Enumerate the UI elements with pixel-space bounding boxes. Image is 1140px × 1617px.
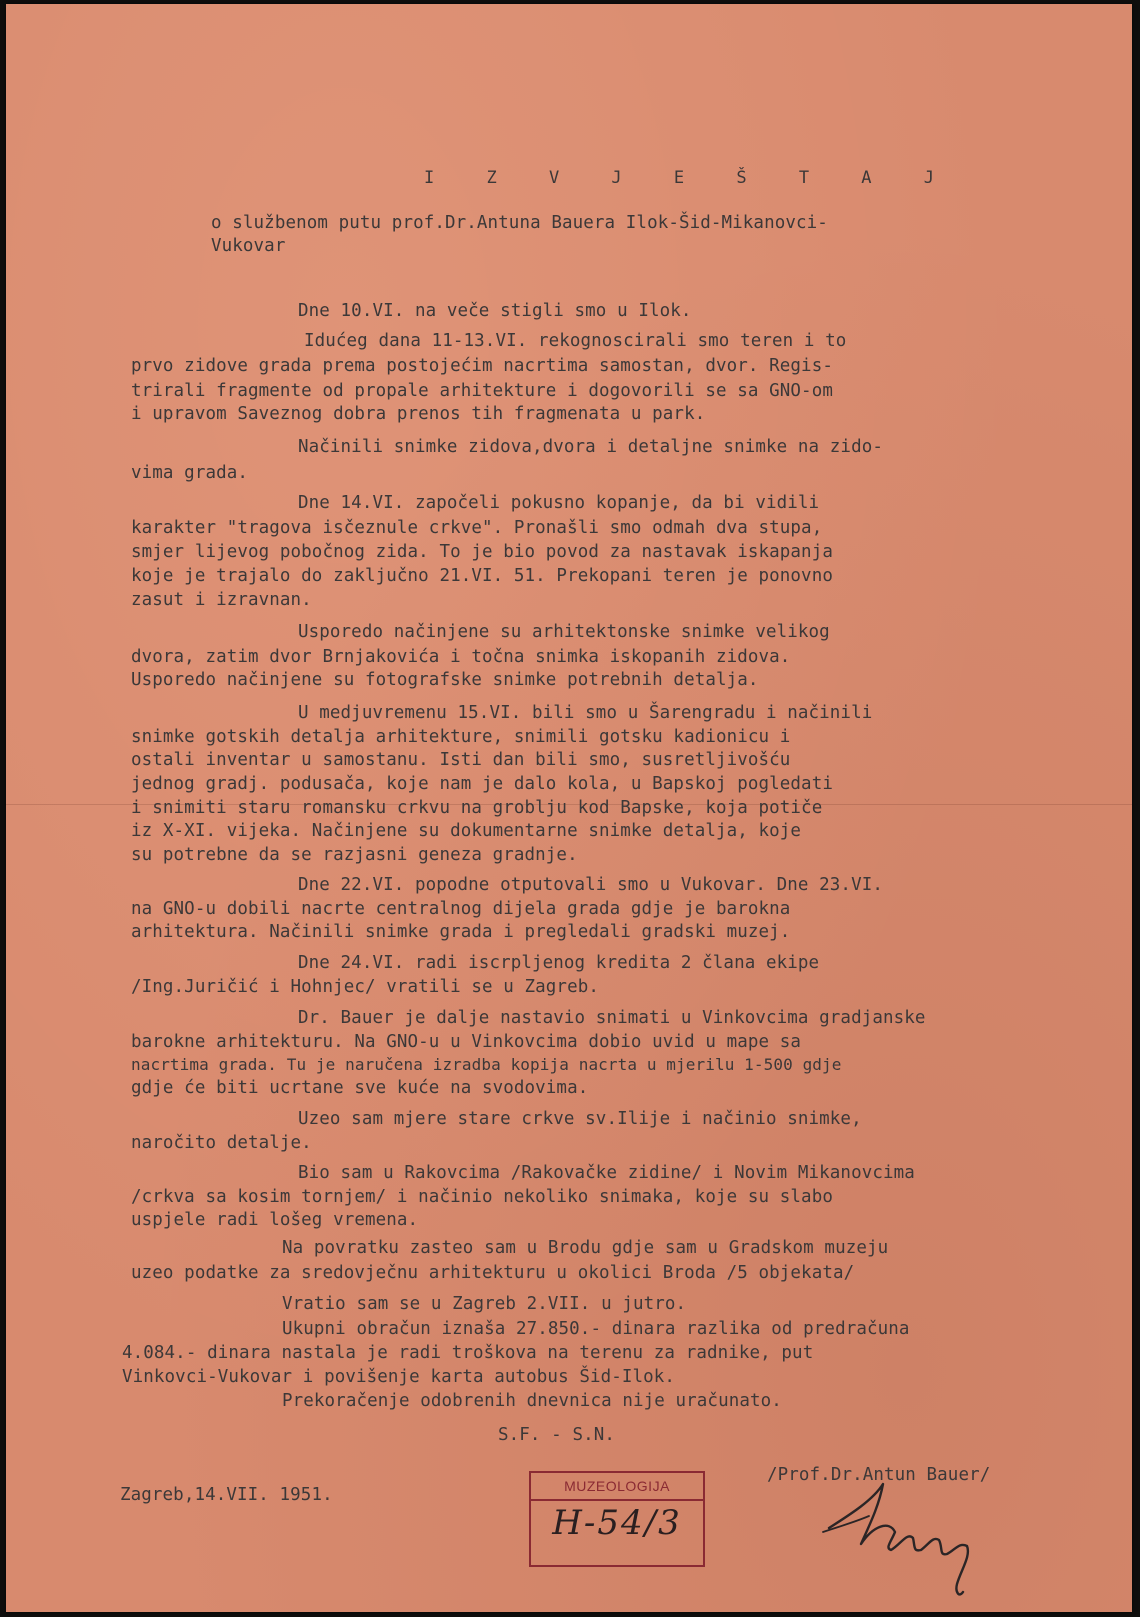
body-line: vima grada. <box>131 463 248 483</box>
body-line: karakter "tragova isčeznule crkve". Pronašli smo odmah dva stupa, <box>131 518 823 538</box>
body-line: i snimiti staru romansku crkvu na groblju kod Bapske, koja potiče <box>131 798 823 818</box>
body-line: na GNO-u dobili nacrte centralnog dijela grada gdje je barokna <box>131 899 791 919</box>
document-title: I Z V J E Š T A J <box>424 168 955 188</box>
body-line: trirali fragmente od propale arhitekture i dogovorili se sa GNO-om <box>131 381 833 401</box>
body-line: Dne 22.VI. popodne otputovali smo u Vukovar. Dne 23.VI. <box>298 875 883 895</box>
body-line: uspjele radi lošeg vremena. <box>131 1210 419 1230</box>
body-line: Načinili snimke zidova,dvora i detaljne snimke na zido- <box>298 437 883 457</box>
body-line: Dne 14.VI. započeli pokusno kopanje, da bi vidili <box>298 493 820 513</box>
body-line: 4.084.- dinara nastala je radi troškova na terenu za radnike, put <box>122 1343 814 1363</box>
body-line: Usporedo načinjene su fotografske snimke potrebnih detalja. <box>131 670 759 690</box>
stamp-label: MUZEOLOGIJA <box>531 1473 703 1501</box>
body-line: koje je trajalo do zaključno 21.VI. 51. Prekopani teren je ponovno <box>131 566 833 586</box>
body-line: smjer lijevog pobočnog zida. To je bio povod za nastavak iskapanja <box>131 542 833 562</box>
handwritten-signature <box>821 1466 996 1601</box>
body-line: Dne 10.VI. na veče stigli smo u Ilok. <box>298 301 692 321</box>
body-line: nacrtima grada. Tu je naručena izradba kopija nacrta u mjerilu 1-500 gdje <box>131 1055 842 1074</box>
body-line: iz X-XI. vijeka. Načinjene su dokumentarne snimke detalja, koje <box>131 821 802 841</box>
body-line: /crkva sa kosim tornjem/ i načinio nekoliko snimaka, koje su slabo <box>131 1187 833 1207</box>
body-line: Na povratku zasteo sam u Brodu gdje sam u Gradskom muzeju <box>282 1238 889 1258</box>
body-line: snimke gotskih detalja arhitekture, snimili gotsku kadionicu i <box>131 727 791 747</box>
body-line: naročito detalje. <box>131 1133 312 1153</box>
body-line: Dne 24.VI. radi iscrpljenog kredita 2 člana ekipe <box>298 953 820 973</box>
body-line: barokne arhitekturu. Na GNO-u u Vinkovcima dobio uvid u mape sa <box>131 1032 802 1052</box>
body-line: prvo zidove grada prema postojećim nacrtima samostan, dvor. Regis- <box>131 356 833 376</box>
typist-initials: S.F. - S.N. <box>498 1425 615 1445</box>
body-line: Dr. Bauer je dalje nastavio snimati u Vinkovcima gradjanske <box>298 1008 926 1028</box>
body-line: dvora, zatim dvor Brnjakovića i točna snimka iskopanih zidova. <box>131 647 791 667</box>
place-and-date: Zagreb,14.VII. 1951. <box>120 1485 333 1505</box>
document-page <box>6 4 1132 1612</box>
body-line: zasut i izravnan. <box>131 590 312 610</box>
signatory-name: /Prof.Dr.Antun Bauer/ <box>767 1465 991 1485</box>
stamp-number: H-54/3 <box>552 1503 682 1543</box>
body-line: ostali inventar u samostanu. Isti dan bili smo, susretljivošću <box>131 750 791 770</box>
body-line: U medjuvremenu 15.VI. bili smo u Šarengradu i načinili <box>298 703 873 723</box>
body-line: arhitektura. Načinili snimke grada i pregledali gradski muzej. <box>131 922 791 942</box>
body-line: Vratio sam se u Zagreb 2.VII. u jutro. <box>282 1294 687 1314</box>
subtitle-line: o službenom putu prof.Dr.Antuna Bauera Ilok-Šid-Mikanovci- <box>211 213 828 233</box>
body-line: gdje će biti ucrtane sve kuće na svodovima. <box>131 1078 589 1098</box>
body-line: jednog gradj. podusača, koje nam je dalo kola, u Bapskoj pogledati <box>131 774 833 794</box>
body-line: Ukupni obračun iznaša 27.850.- dinara razlika od predračuna <box>282 1319 910 1339</box>
body-line: su potrebne da se razjasni geneza gradnje. <box>131 845 578 865</box>
archive-stamp <box>529 1471 705 1567</box>
body-line: Prekoračenje odobrenih dnevnica nije uračunato. <box>282 1391 782 1411</box>
body-line: /Ing.Juričić i Hohnjec/ vratili se u Zagreb. <box>131 977 599 997</box>
body-line: Vinkovci-Vukovar i povišenje karta autobus Šid-Ilok. <box>122 1367 676 1387</box>
body-line: Usporedo načinjene su arhitektonske snimke velikog <box>298 622 830 642</box>
subtitle-line: Vukovar <box>211 236 286 256</box>
body-line: Uzeo sam mjere stare crkve sv.Ilije i načinio snimke, <box>298 1109 862 1129</box>
body-line: Idućeg dana 11-13.VI. rekognoscirali smo teren i to <box>304 331 847 351</box>
body-line: Bio sam u Rakovcima /Rakovačke zidine/ i Novim Mikanovcima <box>298 1163 915 1183</box>
body-line: i upravom Saveznog dobra prenos tih fragmenata u park. <box>131 404 706 424</box>
body-line: uzeo podatke za sredovječnu arhitekturu u okolici Broda /5 objekata/ <box>131 1263 855 1283</box>
